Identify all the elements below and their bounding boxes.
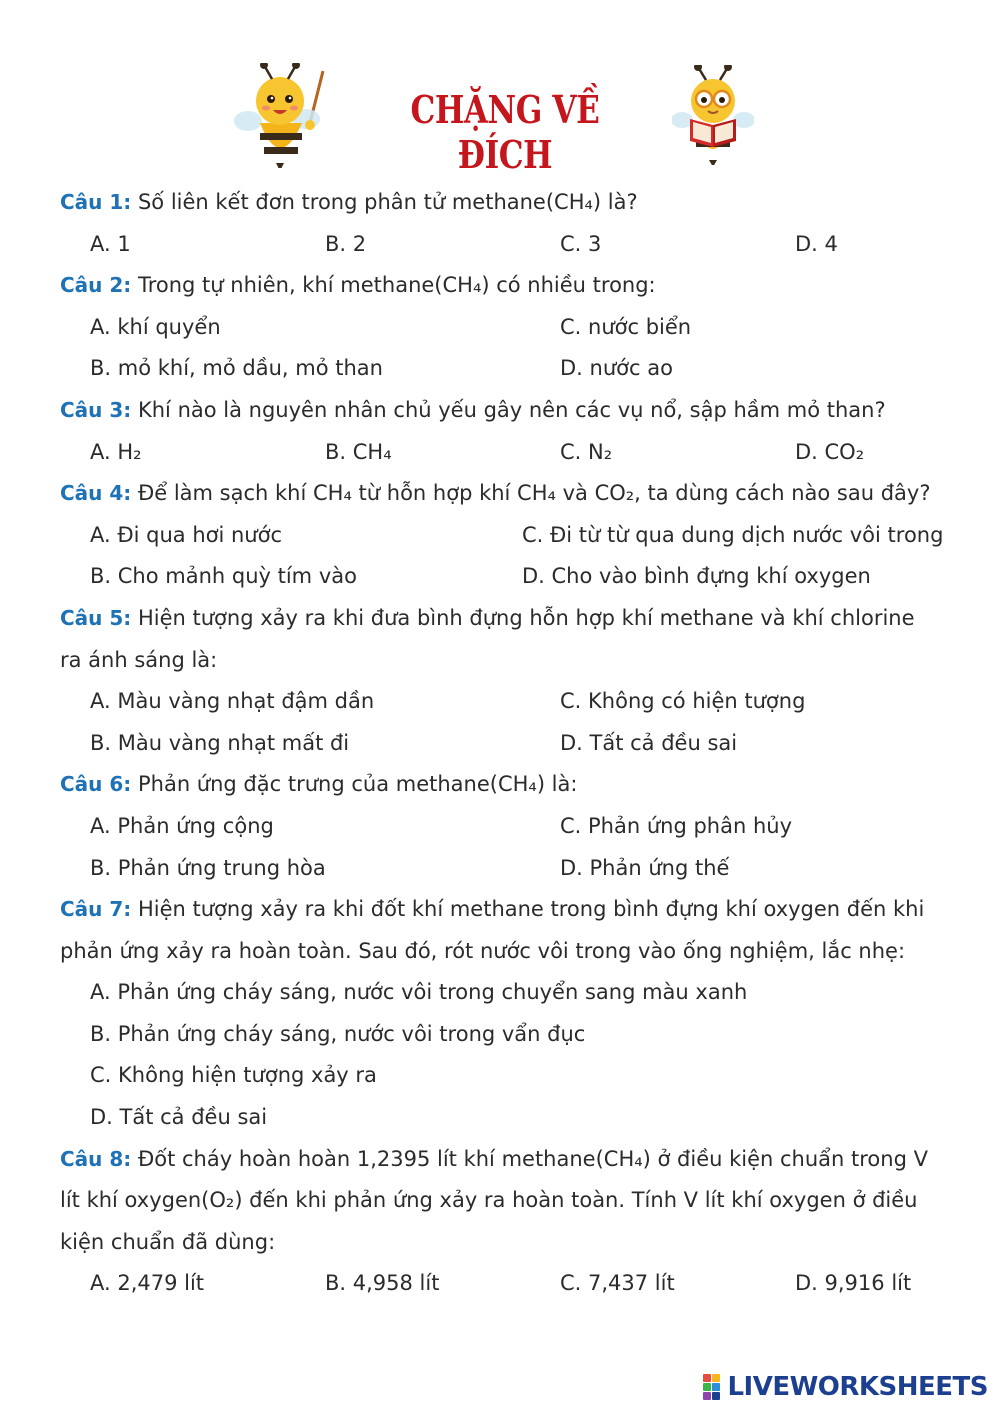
answer-option[interactable]: B. 2 — [325, 231, 367, 256]
answer-option[interactable]: D. 9,916 lít — [795, 1271, 912, 1296]
answer-option[interactable]: A. H₂ — [90, 439, 142, 464]
answer-option[interactable]: A. Phản ứng cháy sáng, nước vôi trong chuyển sang màu xanh — [90, 980, 748, 1005]
answer-option[interactable]: A. khí quyển — [90, 314, 221, 339]
question-label: Câu 8: — [60, 1146, 132, 1171]
question-text — [60, 598, 940, 681]
answer-option[interactable]: D. Cho vào bình đựng khí oxygen — [522, 564, 871, 589]
answer-option[interactable]: B. 4,958 lít — [325, 1271, 440, 1296]
answer-options — [60, 224, 940, 266]
answer-options — [60, 432, 940, 474]
question-text — [60, 265, 940, 307]
answer-option[interactable]: C. nước biển — [560, 314, 692, 339]
answer-option[interactable]: D. nước ao — [560, 356, 673, 381]
question-label: Câu 4: — [60, 481, 132, 506]
answer-option[interactable]: A. Màu vàng nhạt đậm dần — [90, 689, 375, 714]
question-body: Khí nào là nguyên nhân chủ yếu gây nên các vụ nổ, sập hầm mỏ than? — [131, 397, 886, 422]
answer-options — [60, 515, 944, 557]
question-block — [60, 265, 940, 390]
question-text — [60, 764, 940, 806]
question-body: Hiện tượng xảy ra khi đưa bình đựng hỗn hợp khí methane và khí chlorine ra ánh sáng là: — [60, 605, 915, 672]
answer-option[interactable]: A. Đi qua hơi nước — [90, 522, 282, 547]
answer-option[interactable]: C. Không hiện tượng xảy ra — [90, 1063, 377, 1088]
question-block — [60, 889, 940, 1139]
page-title: CHẶNG VỀ ĐÍCH — [410, 87, 600, 177]
answer-options — [60, 348, 940, 390]
answer-option[interactable]: B. mỏ khí, mỏ dầu, mỏ than — [90, 356, 383, 381]
logo-text: LIVEWORKSHEETS — [727, 1372, 988, 1402]
answer-options — [60, 972, 940, 1014]
answer-option[interactable]: A. Phản ứng cộng — [90, 813, 274, 838]
question-body: Đốt cháy hoàn hoàn 1,2395 lít khí methane(CH₄) ở điều kiện chuẩn trong V lít khí oxygen(O₂) đến khi phản ứng xảy ra hoàn toàn. Tính V lít khí oxygen ở điều kiện chuẩn đã dùng: — [60, 1146, 928, 1254]
question-body: Trong tự nhiên, khí methane(CH₄) có nhiều trong: — [131, 273, 656, 298]
answer-option[interactable]: B. Phản ứng trung hòa — [90, 855, 326, 880]
question-text — [60, 1139, 940, 1264]
liveworksheets-mark-icon — [703, 1374, 723, 1400]
question-block — [60, 473, 944, 598]
question-text — [60, 889, 940, 972]
question-text — [60, 390, 940, 432]
question-list — [60, 182, 944, 1305]
question-block — [60, 764, 940, 889]
answer-option[interactable]: C. Không có hiện tượng — [560, 689, 806, 714]
answer-option[interactable]: C. Đi từ từ qua dung dịch nước vôi trong — [522, 522, 944, 547]
question-body: Hiện tượng xảy ra khi đốt khí methane trong bình đựng khí oxygen đến khi phản ứng xảy ra hoàn toàn. Sau đó, rót nước vôi trong vào ống nghiệm, lắc nhẹ: — [60, 897, 925, 963]
question-text — [60, 473, 940, 515]
answer-option[interactable]: A. 1 — [90, 231, 131, 256]
question-body: Phản ứng đặc trưng của methane(CH₄) là: — [131, 772, 578, 797]
answer-option[interactable]: B. Phản ứng cháy sáng, nước vôi trong vẩn đục — [90, 1021, 586, 1046]
question-block — [60, 182, 940, 265]
answer-option[interactable]: B. Cho mảnh quỳ tím vào — [90, 564, 357, 589]
question-label: Câu 2: — [60, 273, 132, 298]
question-body: Số liên kết đơn trong phân tử methane(CH₄) là? — [131, 190, 638, 214]
answer-options — [60, 307, 940, 349]
question-label: Câu 7: — [60, 897, 132, 922]
answer-option[interactable]: C. 3 — [560, 231, 602, 256]
answer-option[interactable]: D. CO₂ — [795, 439, 865, 464]
answer-options — [60, 1055, 940, 1097]
question-label: Câu 5: — [60, 605, 132, 630]
question-label: Câu 1: — [60, 190, 132, 214]
worksheet-header — [0, 55, 1000, 175]
answer-options — [60, 556, 940, 598]
answer-options — [60, 1097, 940, 1139]
bee-reading-icon — [672, 65, 754, 169]
answer-option[interactable]: C. Phản ứng phân hủy — [560, 813, 793, 838]
answer-option[interactable]: D. Tất cả đều sai — [560, 730, 738, 755]
answer-option[interactable]: D. 4 — [795, 231, 838, 256]
answer-option[interactable]: A. 2,479 lít — [90, 1271, 205, 1296]
liveworksheets-logo[interactable] — [703, 1372, 988, 1402]
question-label: Câu 3: — [60, 397, 132, 422]
answer-option[interactable]: D. Phản ứng thế — [560, 855, 730, 880]
answer-option[interactable]: C. 7,437 lít — [560, 1271, 675, 1296]
question-block — [60, 1139, 940, 1305]
bee-teacher-icon — [230, 63, 330, 172]
answer-options — [60, 1014, 940, 1056]
question-block — [60, 390, 940, 473]
answer-options — [60, 681, 940, 723]
question-label: Câu 6: — [60, 772, 132, 797]
question-body: Để làm sạch khí CH₄ từ hỗn hợp khí CH₄ và CO₂, ta dùng cách nào sau đây? — [131, 481, 931, 506]
answer-options — [60, 806, 940, 848]
answer-options — [60, 848, 940, 890]
question-block — [60, 598, 940, 764]
answer-options — [60, 1263, 940, 1305]
answer-option[interactable]: B. CH₄ — [325, 439, 392, 464]
question-text — [60, 182, 940, 224]
answer-option[interactable]: D. Tất cả đều sai — [90, 1105, 268, 1130]
answer-option[interactable]: C. N₂ — [560, 439, 613, 464]
answer-option[interactable]: B. Màu vàng nhạt mất đi — [90, 730, 350, 755]
answer-options — [60, 723, 940, 765]
